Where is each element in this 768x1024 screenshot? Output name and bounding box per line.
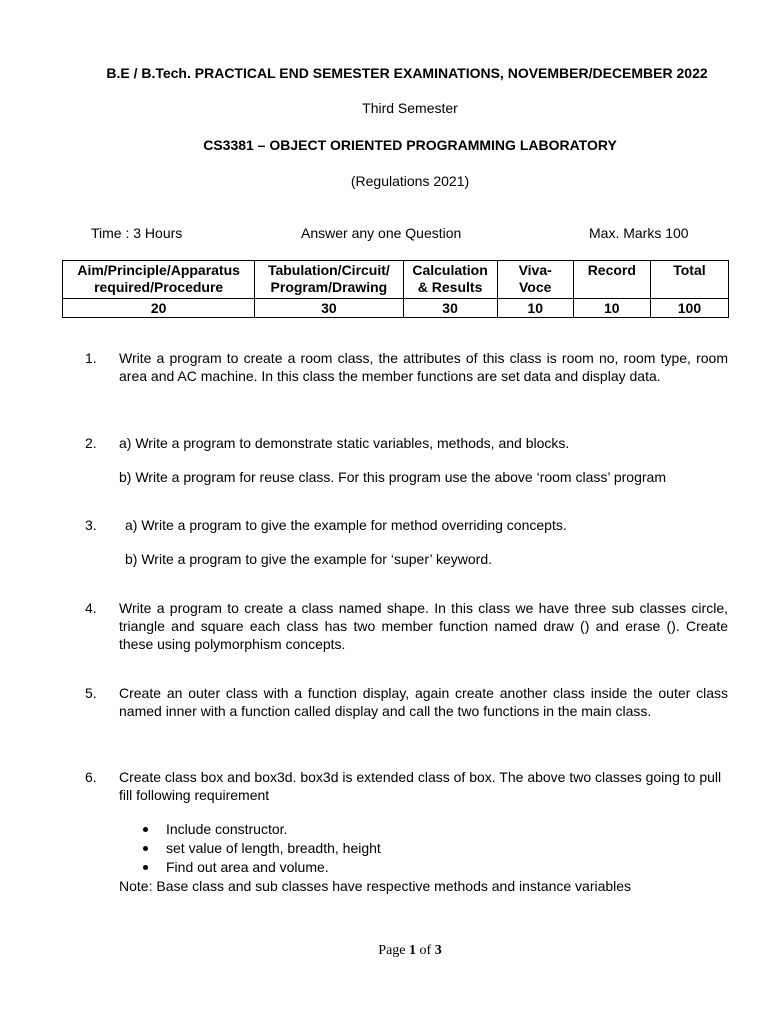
question-3-part-b: b) Write a program to give the example for ‘super’ keyword. bbox=[125, 551, 493, 567]
time-label: Time : 3 Hours bbox=[91, 225, 183, 241]
page-word: Page bbox=[378, 943, 406, 958]
marks-table-header-cell: Record bbox=[573, 261, 650, 299]
page-footer bbox=[0, 943, 768, 959]
marks-table-header-row bbox=[63, 261, 729, 299]
marks-table-value-cell: 10 bbox=[497, 299, 573, 318]
question-number: 6. bbox=[85, 769, 97, 785]
question-number: 1. bbox=[85, 350, 97, 366]
exam-meta-row bbox=[0, 225, 768, 243]
question-text: Write a program to create a class named shape. In this class we have three sub classes circle, triangle and square each class has two member function named draw () and erase (). Create these using polymorphism concepts. bbox=[119, 600, 728, 652]
question-text: Create class box and box3d. box3d is extended class of box. The above two classes going to pull fill following requirement bbox=[119, 769, 722, 803]
list-item: Include constructor. bbox=[140, 820, 381, 839]
marks-table-value-cell: 30 bbox=[255, 299, 403, 318]
question-number: 2. bbox=[85, 435, 97, 451]
question-text: Create an outer class with a function display, again create another class inside the outer class named inner with a function called display and call the two functions in the main class. bbox=[119, 685, 728, 719]
question-2-part-b: b) Write a program for reuse class. For this program use the above ‘room class’ program bbox=[119, 469, 666, 485]
marks-table-value-cell: 10 bbox=[573, 299, 650, 318]
question-text: Write a program to create a room class, the attributes of this class is room no, room type, room area and AC machine. In this class the member functions are set data and display data. bbox=[119, 350, 728, 384]
max-marks-label: Max. Marks 100 bbox=[589, 225, 689, 241]
question-number: 5. bbox=[85, 685, 97, 701]
question-6-note: Note: Base class and sub classes have respective methods and instance variables bbox=[119, 878, 632, 894]
marks-table-header-cell: Viva- Voce bbox=[497, 261, 573, 299]
requirements-list bbox=[140, 820, 381, 877]
bullet-icon bbox=[143, 846, 148, 851]
marks-table-header-cell: Aim/Principle/Apparatus required/Procedure bbox=[63, 261, 255, 299]
regulations-label: (Regulations 2021) bbox=[350, 173, 470, 189]
question-2-part-a: a) Write a program to demonstrate static variables, methods, and blocks. bbox=[119, 435, 570, 451]
question-3-part-a: a) Write a program to give the example for method overriding concepts. bbox=[125, 517, 567, 533]
marks-table-header-cell: Tabulation/Circuit/ Program/Drawing bbox=[255, 261, 403, 299]
marks-table-value-cell: 100 bbox=[650, 299, 728, 318]
bullet-icon bbox=[143, 865, 148, 870]
question-number: 3. bbox=[85, 517, 97, 533]
marks-table-header-cell: Total bbox=[650, 261, 728, 299]
marks-table-value-cell: 30 bbox=[403, 299, 497, 318]
exam-title: B.E / B.Tech. PRACTICAL END SEMESTER EXAMINATIONS, NOVEMBER/DECEMBER 2022 bbox=[106, 65, 708, 81]
list-item: Find out area and volume. bbox=[140, 858, 381, 877]
semester-label: Third Semester bbox=[362, 100, 458, 116]
marks-table-value-cell: 20 bbox=[63, 299, 255, 318]
marks-table bbox=[62, 260, 729, 318]
total-pages: 3 bbox=[434, 943, 442, 958]
instruction-label: Answer any one Question bbox=[301, 225, 462, 241]
course-title: CS3381 – OBJECT ORIENTED PROGRAMMING LABORATORY bbox=[203, 137, 617, 153]
marks-table-header-cell: Calculation & Results bbox=[403, 261, 497, 299]
question-number: 4. bbox=[85, 600, 97, 616]
bullet-icon bbox=[143, 827, 148, 832]
of-word: of bbox=[419, 943, 432, 958]
list-item: set value of length, breadth, height bbox=[140, 839, 381, 858]
page-number: 1 bbox=[409, 943, 417, 958]
marks-table-value-row bbox=[63, 299, 729, 318]
